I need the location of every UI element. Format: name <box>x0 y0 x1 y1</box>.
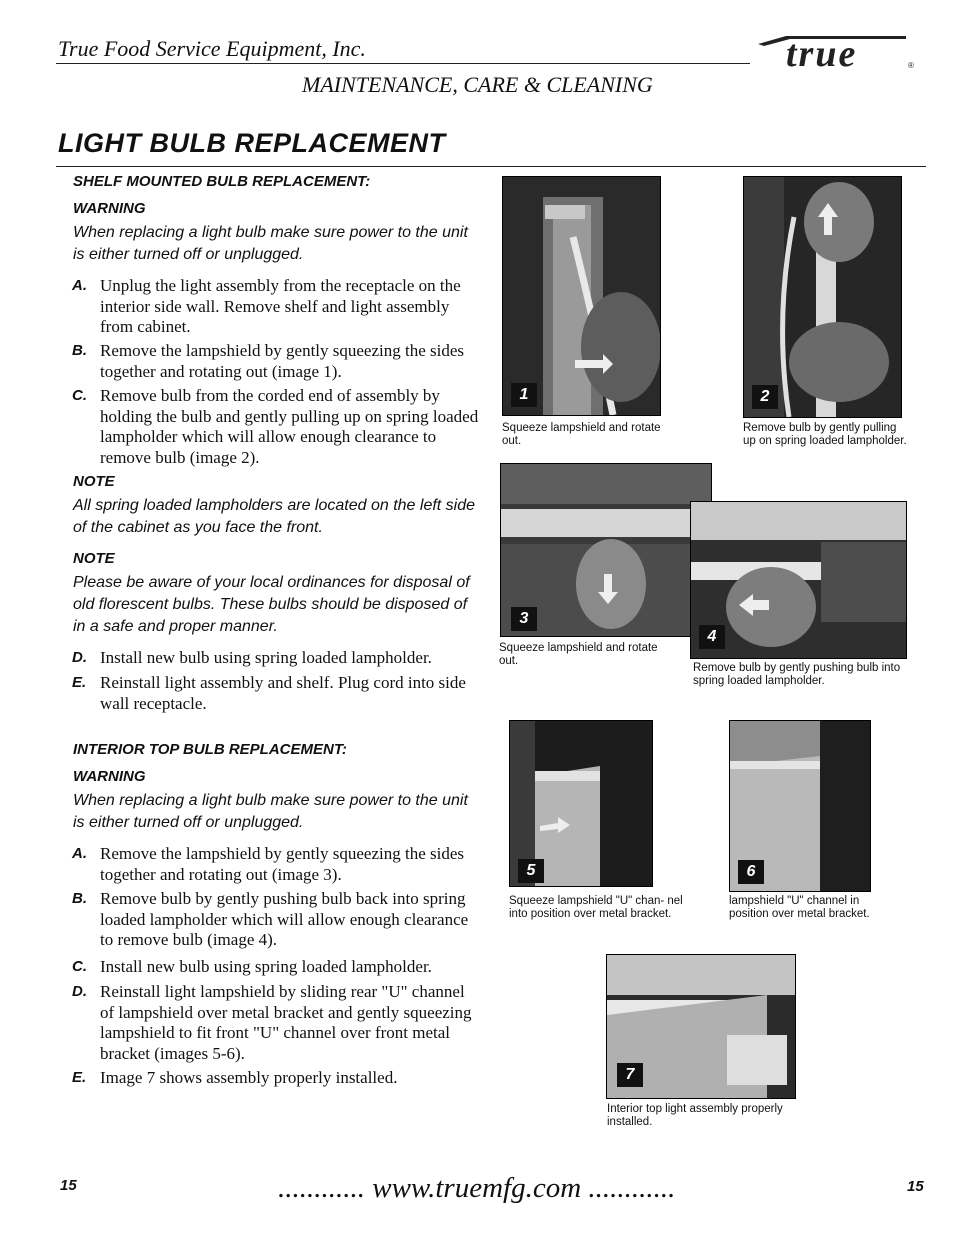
shelf-step-e: E. Reinstall light assembly and shelf. Plug cord into side wall receptacle. <box>72 673 466 713</box>
company-name: True Food Service Equipment, Inc. <box>58 36 366 61</box>
photo-5 <box>509 720 653 887</box>
shelf-step-d: D. Install new bulb using spring loaded lampholder. <box>72 648 432 667</box>
shelf-step-c: C. Remove bulb from the corded end of assembly by holding the bulb and gently pulling up on spring loaded lampholder which will allow enough clearance to remove bulb (image 2). <box>72 386 479 467</box>
page-title: LIGHT BULB REPLACEMENT <box>58 128 446 158</box>
logo-mark: ® <box>908 61 914 70</box>
interior-step-c: C. Install new bulb using spring loaded lampholder. <box>72 957 432 976</box>
logo-text: true <box>786 33 858 72</box>
photo-4 <box>690 501 907 659</box>
footer-url: ............ www.truemfg.com ............ <box>278 1172 676 1204</box>
note1-label: NOTE <box>73 473 115 490</box>
shelf-warning-text: When replacing a light bulb make sure power to the unit is either turned off or unplugged. <box>73 224 468 263</box>
shelf-heading: SHELF MOUNTED BULB REPLACEMENT: <box>73 173 371 190</box>
header-rule <box>56 63 750 64</box>
photo-6-caption: lampshield "U" channel in position over metal bracket. <box>729 895 870 920</box>
photo-7-caption: Interior top light assembly properly installed. <box>607 1103 783 1128</box>
shelf-step-b: B. Remove the lampshield by gently squeezing the sides together and rotating out (image 1). <box>72 341 465 381</box>
photo-6-badge: 6 <box>738 860 764 884</box>
note1-text: All spring loaded lampholders are located on the left side of the cabinet as you face the front. <box>73 497 476 536</box>
photo-7 <box>606 954 796 1099</box>
note2-text: Please be aware of your local ordinances for disposal of old florescent bulbs. These bulbs should be disposed of in a safe and proper manner. <box>73 574 470 635</box>
interior-heading: INTERIOR TOP BULB REPLACEMENT: <box>73 741 347 758</box>
section-title: MAINTENANCE, CARE & CLEANING <box>302 72 653 97</box>
photo-1 <box>502 176 661 416</box>
photo-3-caption: Squeeze lampshield and rotate out. <box>499 642 658 667</box>
interior-step-e: E. Image 7 shows assembly properly installed. <box>72 1068 398 1087</box>
page-number-left: 15 <box>60 1177 77 1194</box>
photo-2-caption: Remove bulb by gently pulling up on spring loaded lampholder. <box>743 422 907 447</box>
interior-step-a: A. Remove the lampshield by gently squeezing the sides together and rotating out (image 3). <box>72 844 465 884</box>
photo-3-badge: 3 <box>511 607 537 631</box>
photo-4-badge: 4 <box>699 625 725 649</box>
interior-warning-text: When replacing a light bulb make sure power to the unit is either turned off or unplugged. <box>73 792 468 831</box>
photo-6 <box>729 720 871 892</box>
photo-1-caption: Squeeze lampshield and rotate out. <box>502 422 661 447</box>
photo-4-caption: Remove bulb by gently pushing bulb into spring loaded lampholder. <box>693 662 901 687</box>
photo-5-badge: 5 <box>518 859 544 883</box>
photo-2-badge: 2 <box>752 385 778 409</box>
shelf-step-a: A. Unplug the light assembly from the receptacle on the interior side wall. Remove shelf and light assembly from cabinet. <box>72 276 461 336</box>
photo-2 <box>743 176 902 418</box>
page-number-right: 15 <box>907 1178 924 1195</box>
photo-5-caption: Squeeze lampshield "U" chan- nel into position over metal bracket. <box>509 895 683 920</box>
shelf-warning-label: WARNING <box>73 200 146 217</box>
true-logo <box>756 28 921 72</box>
interior-warning-label: WARNING <box>73 768 146 785</box>
note2-label: NOTE <box>73 550 115 567</box>
photo-7-badge: 7 <box>617 1063 643 1087</box>
title-rule <box>56 166 926 167</box>
interior-step-d: D. Reinstall light lampshield by sliding rear "U" channel of lampshield over metal bracket and gently squeezing lampshield to fit front "U" channel over front metal bracket (images 5-6). <box>72 982 472 1063</box>
interior-step-b: B. Remove bulb by gently pushing bulb back into spring loaded lampholder which will allow enough clearance to remove bulb (image 4). <box>72 889 469 949</box>
photo-1-badge: 1 <box>511 383 537 407</box>
photo-3 <box>500 463 712 637</box>
